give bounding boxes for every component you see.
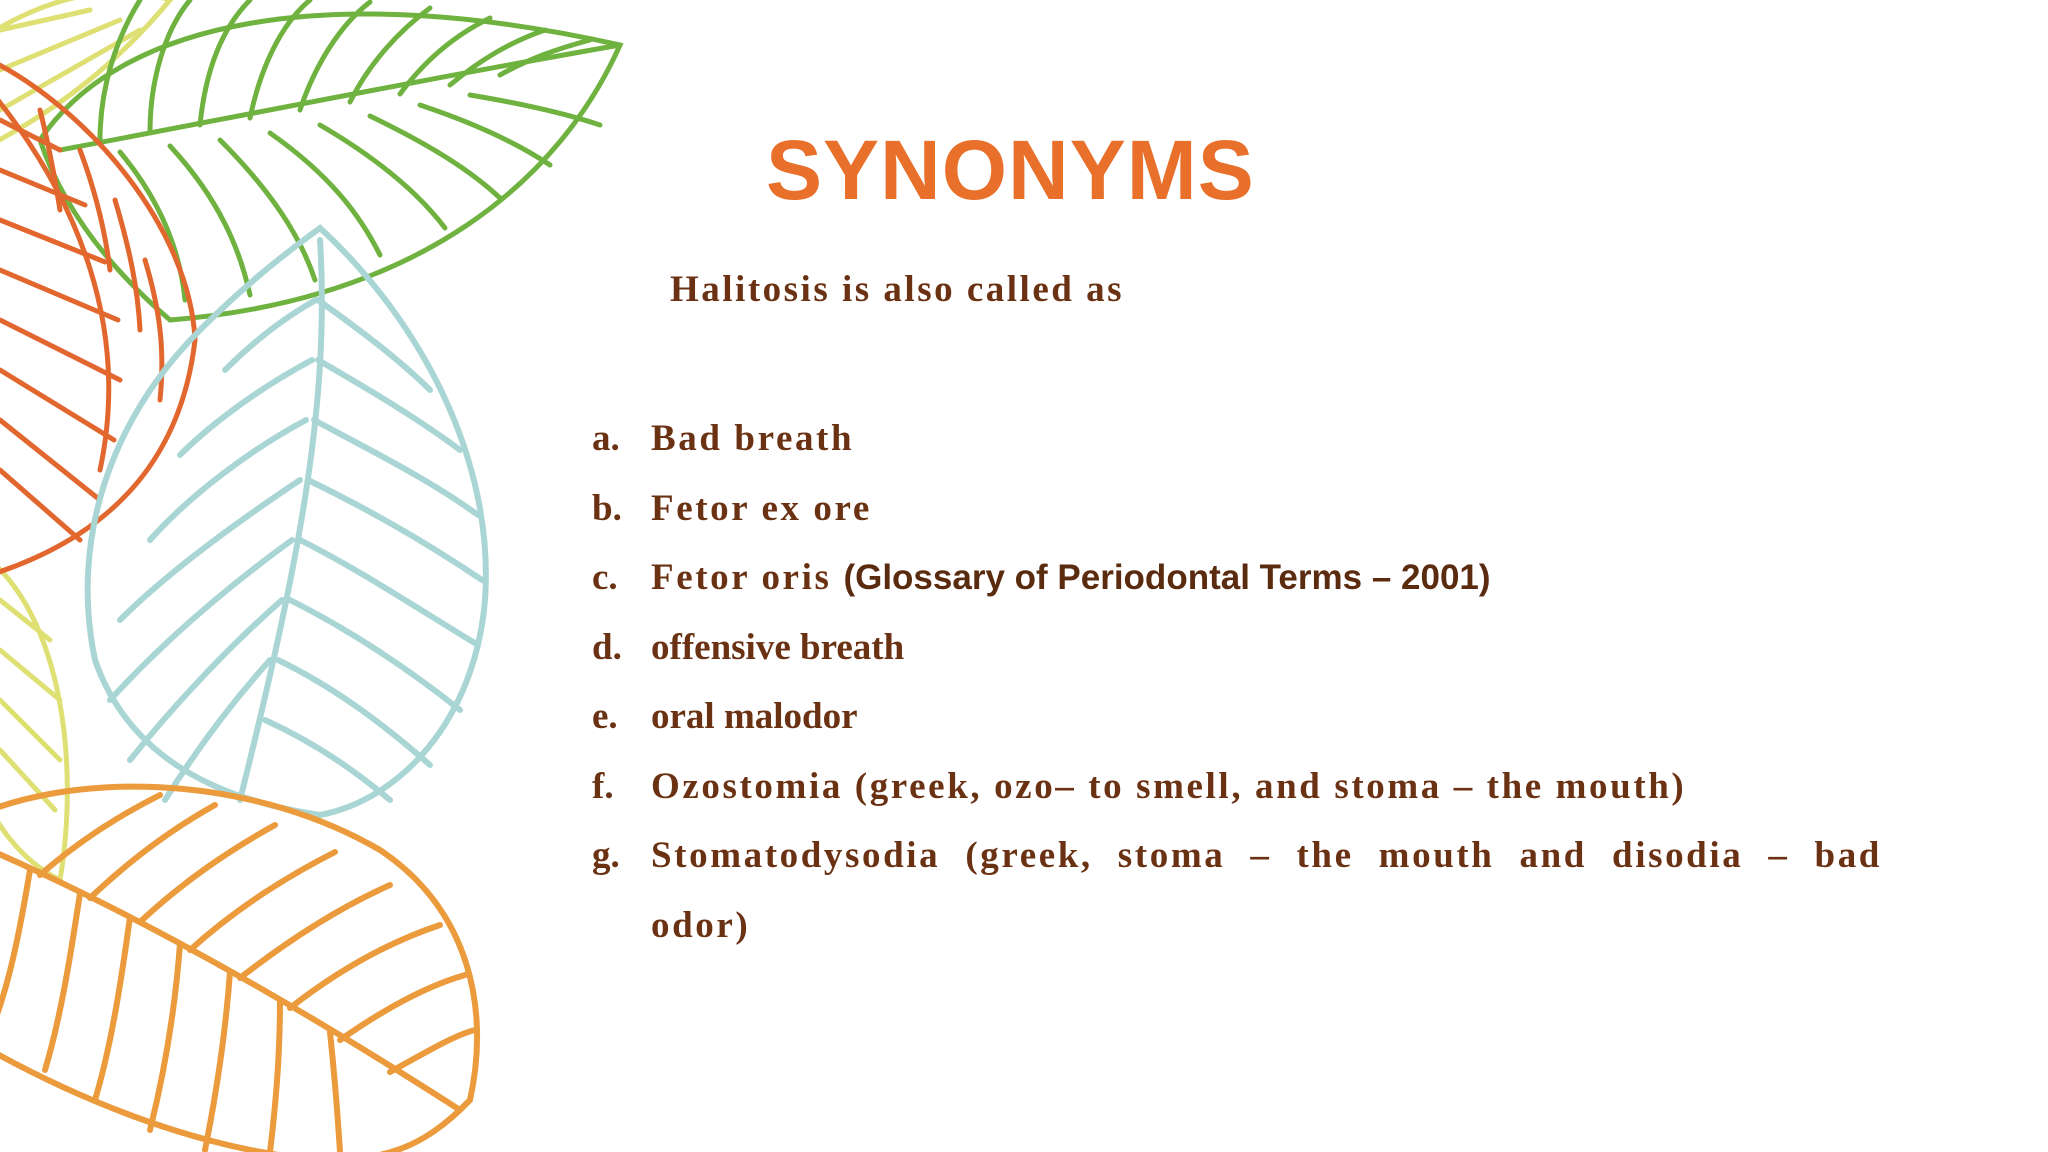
orange-leaf-shape — [0, 787, 477, 1152]
list-item — [592, 821, 1882, 891]
word: bad — [1814, 835, 1882, 877]
list-marker: c. — [592, 557, 618, 599]
word: Stomatodysodia — [651, 835, 941, 877]
list-item-text: Ozostomia (greek, ozo– to smell, and stoma – the mouth) — [651, 765, 1687, 807]
slide-title: SYNONYMS — [766, 123, 1255, 217]
list-item-continuation — [592, 891, 1882, 961]
word: mouth — [1378, 835, 1495, 877]
list-item — [592, 474, 1882, 544]
list-marker: a. — [592, 418, 620, 460]
word: disodia — [1612, 835, 1744, 877]
intro-text: Halitosis is also called as — [670, 269, 1124, 310]
list-item-text: Bad breath — [651, 418, 855, 460]
list-item — [592, 404, 1882, 474]
list-marker: b. — [592, 487, 622, 529]
word: – — [1250, 835, 1272, 877]
list-item — [592, 613, 1882, 683]
list-item-text: offensive breath — [651, 626, 905, 668]
list-marker: g. — [592, 835, 620, 877]
list-item — [592, 752, 1882, 822]
word: and — [1519, 835, 1587, 877]
list-marker: e. — [592, 696, 618, 738]
word: stoma — [1117, 835, 1226, 877]
list-item-text: Fetor ex ore — [651, 487, 872, 529]
list-item — [592, 543, 1882, 613]
list-item-text: odor) — [651, 904, 751, 946]
light-blue-leaf-shape — [88, 228, 486, 815]
word: the — [1296, 835, 1354, 877]
list-marker: d. — [592, 626, 622, 668]
list-item — [592, 682, 1882, 752]
reference-citation: (Glossary of Periodontal Terms – 2001) — [843, 557, 1491, 597]
list-item-text: Fetor oris — [651, 557, 832, 599]
leaf-decoration — [0, 0, 640, 1152]
list-item-text — [651, 834, 1882, 877]
word: (greek, — [965, 835, 1093, 877]
synonym-list — [592, 404, 1882, 960]
list-item-text: oral malodor — [651, 696, 858, 738]
list-marker: f. — [592, 765, 614, 807]
word: – — [1768, 835, 1790, 877]
